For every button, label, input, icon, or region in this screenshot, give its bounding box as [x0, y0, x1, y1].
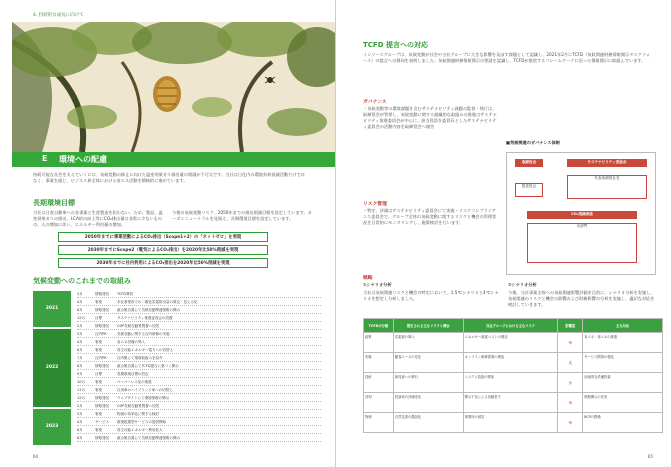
th-risk: 想定される主なリスクと機会 — [393, 319, 463, 333]
timeline-heading: 気候変動へのこれまでの取組み — [33, 277, 131, 285]
timeline-row — [77, 371, 321, 378]
timeline-row — [77, 355, 321, 362]
table-row — [364, 373, 663, 393]
timeline-cat: 情報発信 — [95, 308, 109, 312]
timeline-month: 12月 — [77, 396, 85, 400]
governance-chart-title: ■気候関連のガバナンス体制 — [506, 140, 560, 145]
timeline-month: 4月 — [77, 420, 83, 424]
timeline-month: 3月 — [77, 412, 83, 416]
node-dept: 各部門 — [527, 223, 637, 263]
lead-paragraph: 持続可能な社会を支えていくには、気候変動の抑止に向けた温室効果ガス排出量の削減が不可欠です。当社は日化内の環境負荷低減活動だけではなく、事業を通じ、ビジネス界全体における省エネ活動を積極的に進めています。 — [33, 172, 305, 183]
risk-table-body — [364, 333, 663, 433]
timeline-cat: 情報発信 — [95, 436, 109, 440]
timeline-text: 再生可能エネルギー電力への切替え — [117, 348, 173, 352]
strategy-heading: 戦略 — [363, 276, 373, 281]
timeline-text: TCFD賛同 — [117, 292, 134, 296]
forest-illustration-svg — [12, 22, 335, 152]
cell-resp: 情報開示の充実 — [583, 393, 663, 413]
left-page — [0, 0, 335, 467]
timeline-cat: 社内PR — [95, 356, 107, 360]
table-row — [364, 393, 663, 413]
goals-para-left: 当社は日産自動車への各事業と生産製造を担わない。ため、製品、温室効果ガスの排出、LCA的の向上等にCO₂排出量は非常に少ないものの、人の増加に伴い、エネルギー利用量の増加。 — [33, 210, 163, 227]
timeline-cat: 社内PR — [95, 332, 107, 336]
cell-group: オンライン研修需要の増加 — [463, 353, 558, 373]
timeline-text: ペーパーレス化の推進 — [117, 380, 152, 384]
timeline — [33, 291, 321, 451]
goal-2: 2030年までにScope2（電気によるCO₂排出）を2020年比50%削減を実現 — [58, 245, 268, 255]
goal-1: 2050年までに事業活動によるCO₂排出（Scope1+2）の「ネットゼロ」を実現 — [58, 232, 268, 242]
cell-cls: 技術 — [364, 373, 394, 393]
timeline-text: 社用車のハイブリッド車への切替え — [117, 388, 173, 392]
timeline-text: サステナビリティ推進委員会の設置 — [117, 316, 173, 320]
tcfd-heading: TCFD 提言への対応 — [363, 41, 428, 49]
timeline-row — [77, 363, 321, 370]
timeline-cat: 事業 — [95, 348, 102, 352]
cell-level: 大 — [558, 353, 583, 373]
governance-chart — [506, 152, 656, 275]
timeline-row — [77, 347, 321, 354]
governance-paragraph: ・気候変動等の環境課題を含むサステナビリティ課題の監督・執行は、取締役会が管掌し、気候変動に関する組織的な取組みの推進はサステナビリティ推進委員会が中心に、担当役員を委員長としたサステナビリティ委員会の活動内容を取締役会へ報告 — [363, 106, 497, 129]
timeline-cat: 目標 — [95, 372, 102, 376]
timeline-row — [77, 435, 321, 442]
timeline-cat: 事業 — [95, 388, 102, 392]
timeline-row — [77, 403, 321, 410]
timeline-month: 9月 — [77, 372, 83, 376]
risk-heading: リスク管理 — [363, 202, 387, 207]
timeline-row — [77, 339, 321, 346]
timeline-month: 4月 — [77, 340, 83, 344]
timeline-text: 統合報告書にて気候変動関連情報の開示 — [117, 308, 180, 312]
timeline-text: 再生可能エネルギー利用拡大 — [117, 428, 163, 432]
cell-risk: 炭素税の導入 — [393, 333, 463, 353]
risk-table — [363, 318, 663, 433]
cell-level: 中 — [558, 413, 583, 433]
timeline-text: CDP気候変動質問書へ回答 — [117, 404, 160, 408]
timeline-text: 本社事業所での二酸化炭素排出量の算定・見える化 — [117, 300, 198, 304]
timeline-month: 3月 — [77, 332, 83, 336]
timeline-cat: 情報発信 — [95, 396, 109, 400]
page-number-left: 64 — [33, 454, 39, 459]
cell-cls: 評判 — [364, 393, 394, 413]
th-class: TCFDの分類 — [364, 319, 394, 333]
section-band — [12, 152, 335, 167]
table-row — [364, 353, 663, 373]
goal-3: 2030年までに社内利用によるCO₂排出を2020年比50%削減を実現 — [58, 258, 268, 268]
timeline-month: 7月 — [77, 356, 83, 360]
th-level: 影響度 — [558, 319, 583, 333]
timeline-month: 8月 — [77, 364, 83, 368]
timeline-row — [77, 419, 321, 426]
timeline-text: 社内報にて環境取組みを紹介 — [117, 356, 163, 360]
th-resp: 主な対応 — [583, 319, 663, 333]
timeline-row — [77, 299, 321, 306]
timeline-month: 6月 — [77, 428, 83, 432]
cell-resp: 計画的な設備投資 — [583, 373, 663, 393]
timeline-text: 統合報告書にてTCFD提言に基づく開示 — [117, 364, 179, 368]
cell-cls: 政策 — [364, 333, 394, 353]
timeline-row — [77, 379, 321, 386]
timeline-month: 8月 — [77, 436, 83, 440]
scenario1-text: 当社は気候関連リスクと機会の特定において、1.5℃シナリオと4℃シナリオを想定し分析しました。 — [363, 290, 499, 301]
timeline-cat: 情報発信 — [95, 324, 109, 328]
table-row — [364, 333, 663, 353]
band-title: 環境への配慮 — [59, 155, 107, 164]
timeline-cat: 事業 — [95, 428, 102, 432]
cell-level: 中 — [558, 333, 583, 353]
cell-risk: 自然災害の激甚化 — [393, 413, 463, 433]
timeline-cat: 事業 — [95, 380, 102, 384]
node-audit: 監査役会 — [515, 183, 543, 197]
timeline-month: 12月 — [77, 316, 85, 320]
year-2022: 2022 — [33, 329, 71, 407]
timeline-cat: 事業 — [95, 300, 102, 304]
right-page — [336, 0, 671, 467]
timeline-cat: 情報発信 — [95, 404, 109, 408]
timeline-month: 8月 — [77, 308, 83, 312]
timeline-row — [77, 331, 321, 338]
timeline-row — [77, 307, 321, 314]
cell-risk: 顧客ニーズの変化 — [393, 353, 463, 373]
cell-group: システム投資の増加 — [463, 373, 558, 393]
risk-table-header — [364, 319, 663, 333]
cell-risk: 新技術への移行 — [393, 373, 463, 393]
cell-risk: 投資家の評価変化 — [393, 393, 463, 413]
timeline-cat: 目標 — [95, 316, 102, 320]
node-ceo: 代表取締役社長 — [567, 175, 647, 199]
timeline-row — [77, 427, 321, 434]
timeline-row — [77, 387, 321, 394]
goals-heading: 長期環境目標 — [33, 199, 75, 207]
cell-level: 中 — [558, 393, 583, 413]
band-letter: E — [42, 154, 48, 163]
node-co2: CO₂削減推進 — [527, 211, 637, 219]
cell-resp: サービス開発の強化 — [583, 353, 663, 373]
timeline-cat: 情報発信 — [95, 364, 109, 368]
th-group: 当社グループにおける主なリスク — [463, 319, 558, 333]
timeline-cat: 情報発信 — [95, 292, 109, 296]
scenario2-title: ②シナリオ分析 — [508, 282, 537, 287]
timeline-text: 物流の効率化に関する検討 — [117, 412, 159, 416]
cell-cls: 物理 — [364, 413, 394, 433]
timeline-text: 統合報告書にて気候変動関連情報の開示 — [117, 436, 180, 440]
tcfd-paragraph: インソースグループは、気候変動が社会や当社グループに大きな影響を及ぼす課題として認識し、2021年2月にTCFD（気候関連財務情報開示タスクフォース）の提言への賛同を表明しました。気候関連財務情報開示の要請を認識し、TCFDが推奨するフレームワークに沿った情報開示に取組んでいます。 — [363, 52, 650, 63]
risk-paragraph: ・特定、評価はサステナビリティ委員会にて実施・リスクコンプライアンス委員会で、グループ全体の気候変動に関するリスクと機会の管理状況を日常的にモニタリングし、施策検討を行います。 — [363, 208, 497, 225]
year-2021: 2021 — [33, 291, 71, 327]
timeline-month: 2月 — [77, 292, 83, 296]
scenario2-text: 今後、当社事業全体への気候関連影響評価を目的に、シナリオ分析を実施し、気候関連のリスクと機会の影響および財務影響の分析を実施し、適切な対応を検討していきます。 — [508, 290, 655, 307]
timeline-text: 長期環境目標の設定 — [117, 372, 149, 376]
timeline-row — [77, 411, 321, 418]
timeline-text: CDP気候変動質問書へ回答 — [117, 324, 160, 328]
timeline-text: 気候変動に関する社内研修の実施 — [117, 332, 170, 336]
cell-cls: 市場 — [364, 353, 394, 373]
cell-level: 小 — [558, 373, 583, 393]
timeline-month: 6月 — [77, 348, 83, 352]
page-number-right: 65 — [647, 454, 653, 459]
cell-group: 事業所の被災 — [463, 413, 558, 433]
timeline-cat: 事業 — [95, 412, 102, 416]
cell-resp: BCPの整備 — [583, 413, 663, 433]
timeline-cat: 事業 — [95, 340, 102, 344]
timeline-month: 2月 — [77, 324, 83, 328]
goals-para-right: 今後の気候変動リスク、2050年までの排出削減目標を設定しています。カーボンニュートラルを見据え、長期環境目標を設定しています。 — [172, 210, 312, 221]
timeline-row — [77, 395, 321, 402]
timeline-month: 11月 — [77, 388, 85, 392]
forest-illustration — [12, 22, 335, 152]
timeline-text: 環境配慮型サービスの提供開始 — [117, 420, 166, 424]
timeline-month: 2月 — [77, 404, 83, 408]
section-tab: 4. 持続的な成長に向けて — [33, 13, 84, 18]
timeline-text: ウェブサイトにて環境情報の開示 — [117, 396, 170, 400]
cell-group: 開示不足による信頼低下 — [463, 393, 558, 413]
cell-group: エネルギー調達コストの増加 — [463, 333, 558, 353]
timeline-row — [77, 323, 321, 330]
node-committee: サステナビリティ委員会 — [567, 159, 647, 167]
table-row — [364, 413, 663, 433]
cell-resp: 省エネ・再エネの推進 — [583, 333, 663, 353]
governance-heading: ガバナンス — [363, 100, 387, 105]
year-2023: 2023 — [33, 409, 71, 445]
timeline-row — [77, 315, 321, 322]
node-board: 取締役会 — [515, 159, 543, 167]
timeline-month: 4月 — [77, 300, 83, 304]
timeline-row — [77, 291, 321, 298]
timeline-cat: サービス — [95, 420, 109, 424]
timeline-text: 省エネ設備の導入 — [117, 340, 145, 344]
timeline-month: 10月 — [77, 380, 85, 384]
scenario1-title: ①シナリオ分析 — [363, 282, 392, 287]
